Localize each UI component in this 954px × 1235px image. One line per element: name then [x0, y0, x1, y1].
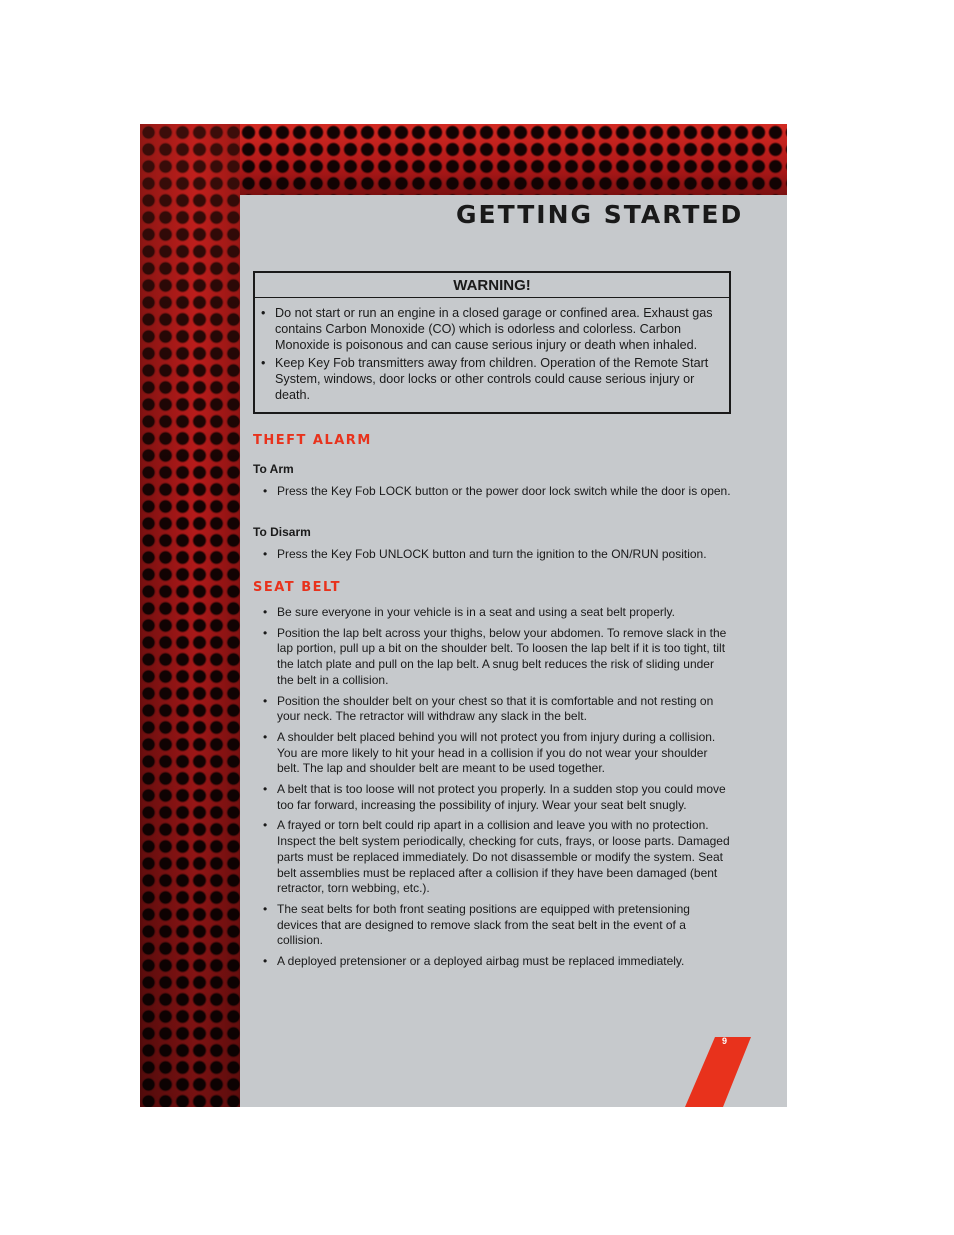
list-item: • Position the lap belt across your thighs, below your abdomen. To remove slack in the lap portion, pull up a bit on the shoulder belt. To loosen the lap belt if it is too tight, tilt the latch plate and pull on the lap belt. A snug belt reduces the risk of sliding under the belt in a collision.	[263, 626, 731, 689]
manual-page	[140, 124, 787, 1107]
list-item: • A frayed or torn belt could rip apart in a collision and leave you with no protection. Inspect the belt system periodically, checking for cuts, frays, or loose parts. Damaged parts must be replaced immediately. Do not disassemble or modify the system. Seat belt assemblies must be replaced after a collision if they have been damaged (bent retractor, torn webbing, etc.).	[263, 818, 731, 897]
list-item: • A shoulder belt placed behind you will not protect you from injury during a collision. You are more likely to hit your head in a collision if you do not wear your shoulder belt. The lap and shoulder belt are meant to be used together.	[263, 730, 731, 777]
list-item: • The seat belts for both front seating positions are equipped with pretensioning devices that are designed to remove slack from the seat belt in the event of a collision.	[263, 902, 731, 949]
warning-heading: WARNING!	[255, 273, 729, 298]
page-title: GETTING STARTED	[456, 200, 744, 229]
red-mesh-top-graphic	[240, 124, 787, 195]
mesh-shading	[140, 124, 240, 1107]
list-item: • Be sure everyone in your vehicle is in a seat and using a seat belt properly.	[263, 605, 731, 621]
to-disarm-list	[263, 547, 731, 568]
to-arm-list	[263, 484, 731, 505]
list-item: • A belt that is too loose will not protect you properly. In a sudden stop you could move too far forward, increasing the possibility of injury. Wear your seat belt snugly.	[263, 782, 731, 813]
to-arm-label: To Arm	[253, 462, 294, 476]
list-item: • A deployed pretensioner or a deployed airbag must be replaced immediately.	[263, 954, 731, 970]
warning-item: • Keep Key Fob transmitters away from children. Operation of the Remote Start System, windows, door locks or other controls could cause serious injury or death.	[261, 355, 723, 403]
list-item: • Press the Key Fob UNLOCK button and turn the ignition to the ON/RUN position.	[263, 547, 731, 563]
warning-item: • Do not start or run an engine in a closed garage or confined area. Exhaust gas contains Carbon Monoxide (CO) which is odorless and colorless. Carbon Monoxide is poisonous and can cause serious injury or death when inhaled.	[261, 305, 723, 353]
list-item: • Press the Key Fob LOCK button or the power door lock switch while the door is open.	[263, 484, 731, 500]
seat-belt-heading: SEAT BELT	[253, 580, 341, 595]
red-slash-tab-icon	[685, 1037, 787, 1107]
warning-list	[255, 298, 729, 403]
to-disarm-label: To Disarm	[253, 525, 311, 539]
warning-box	[253, 271, 731, 414]
theft-alarm-heading: THEFT ALARM	[253, 433, 372, 448]
page-number: 9	[722, 1036, 728, 1046]
seat-belt-list	[263, 605, 731, 975]
list-item: • Position the shoulder belt on your chest so that it is comfortable and not resting on your neck. The retractor will withdraw any slack in the belt.	[263, 694, 731, 725]
